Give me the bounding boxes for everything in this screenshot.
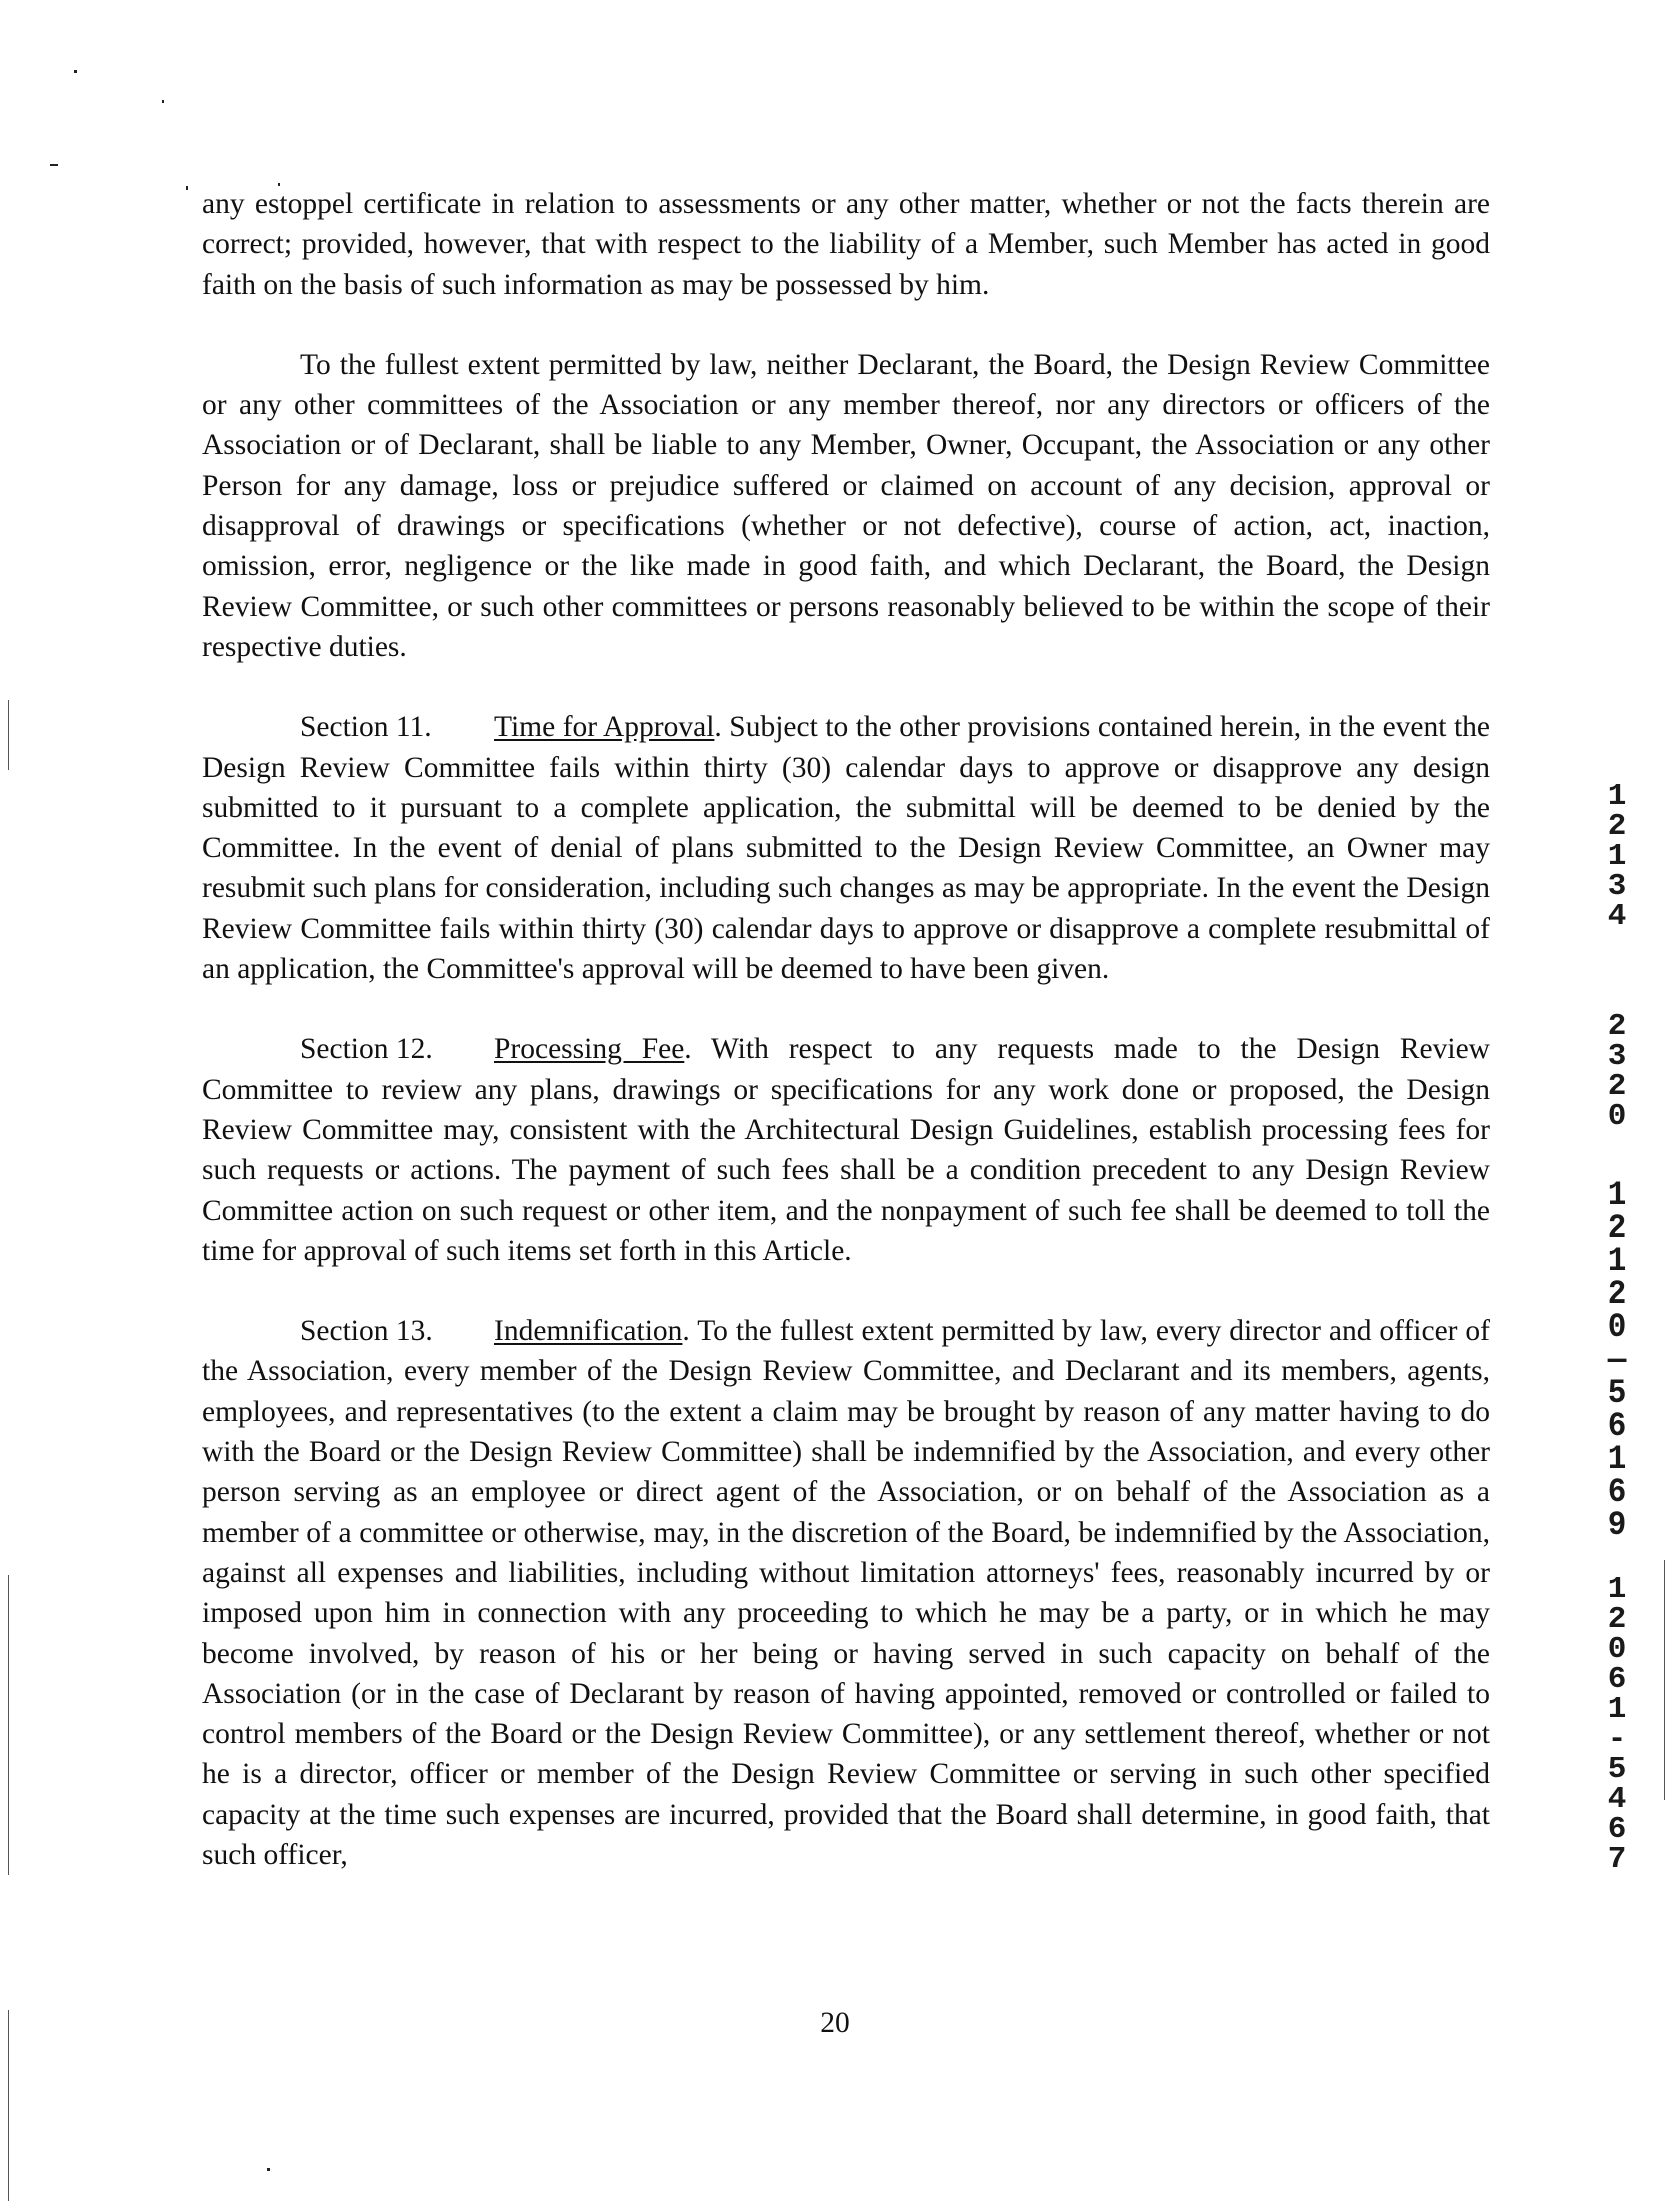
stamp-char: 2 bbox=[1607, 1275, 1627, 1315]
stamp-char: 1 bbox=[1607, 839, 1627, 874]
section-13-heading: Indemnification bbox=[494, 1315, 683, 1348]
section-11 bbox=[202, 707, 1490, 989]
stamp-char: 1 bbox=[1607, 1176, 1627, 1216]
stamp-char: 1 bbox=[1607, 1440, 1627, 1480]
section-12-heading: Processing Fee bbox=[494, 1033, 685, 1066]
margin-stamp-1 bbox=[1600, 779, 1634, 934]
stamp-char: 0 bbox=[1607, 1308, 1627, 1348]
section-12-number: Section 12. bbox=[300, 1033, 433, 1066]
scan-speck bbox=[278, 183, 280, 186]
stamp-char: 2 bbox=[1607, 809, 1627, 844]
margin-stamp-3 bbox=[1600, 1176, 1634, 1546]
section-11-text: . Subject to the other provisions contained herein, in the event the Design Review Committee fails within thirty (30) calendar days to approve or disapprove any design submitted to it pursuant to a complete application, the submittal will be deemed to be denied by the Committee. In the event of denial of plans submitted to the Design Review Committee, an Owner may resubmit such plans for consideration, including such changes as may be appropriate. In the event the Design Review Committee fails within thirty (30) calendar days to approve or disapprove a complete resubmittal of an application, the Committee's approval will be deemed to have been given. bbox=[202, 711, 1490, 986]
section-11-heading: Time for Approval bbox=[494, 711, 715, 744]
stamp-char: 6 bbox=[1607, 1812, 1627, 1847]
page-number: 20 bbox=[820, 2007, 850, 2039]
stamp-char: — bbox=[1607, 1341, 1627, 1381]
stamp-char: 7 bbox=[1607, 1842, 1627, 1877]
stamp-char: 2 bbox=[1607, 1009, 1627, 1044]
stamp-char: 2 bbox=[1607, 1602, 1627, 1637]
section-12 bbox=[202, 1029, 1490, 1271]
stamp-char: 6 bbox=[1607, 1662, 1627, 1697]
scan-speck bbox=[267, 2168, 270, 2171]
stamp-char: 0 bbox=[1607, 1632, 1627, 1667]
stamp-char: 5 bbox=[1607, 1374, 1627, 1414]
scan-edge-line bbox=[8, 2010, 9, 2201]
stamp-char: - bbox=[1607, 1722, 1627, 1757]
stamp-char: 9 bbox=[1607, 1506, 1627, 1546]
stamp-char: 0 bbox=[1607, 1099, 1627, 1134]
stamp-char: 4 bbox=[1607, 899, 1627, 934]
stamp-char: 6 bbox=[1607, 1407, 1627, 1447]
document-body bbox=[202, 184, 1490, 1875]
scan-edge-line bbox=[1664, 1560, 1665, 1800]
stamp-char: 3 bbox=[1607, 1039, 1627, 1074]
scan-speck bbox=[50, 164, 58, 166]
stamp-char: 1 bbox=[1607, 1692, 1627, 1727]
scan-edge-line bbox=[8, 700, 9, 770]
scan-speck bbox=[74, 70, 77, 73]
section-13 bbox=[202, 1311, 1490, 1875]
stamp-char: 3 bbox=[1607, 869, 1627, 904]
stamp-char: 2 bbox=[1607, 1209, 1627, 1249]
margin-stamp-4 bbox=[1600, 1572, 1634, 1877]
stamp-char: 1 bbox=[1607, 1242, 1627, 1282]
scan-speck bbox=[186, 186, 188, 190]
section-13-text: . To the fullest extent permitted by law, every director and officer of the Association, every member of the Design Review Committee, and Declarant and its members, agents, employees, and representatives (to the extent a claim may be brought by reason of any matter having to do with the Board or the Design Review Committee) shall be indemnified by the Association, and every other person serving as an employee or direct agent of the Association, or on behalf of the Association as a member of a committee or otherwise, may, in the discretion of the Board, be indemnified by the Association, against all expenses and liabilities, including without limitation attorneys' fees, reasonably incurred by or imposed upon him in connection with any proceeding to which he may be a party, or in which he may become involved, by reason of his or her being or having served in such capacity on behalf of the Association (or in the case of Declarant by reason of having appointed, removed or controlled or failed to control members of the Board or the Design Review Committee), or any settlement thereof, whether or not he is a director, officer or member of the Design Review Committee or serving in such other specified capacity at the time such expenses are incurred, provided that the Board shall determine, in good faith, that such officer, bbox=[202, 1315, 1490, 1871]
section-13-number: Section 13. bbox=[300, 1315, 433, 1348]
section-12-text: . With respect to any requests made to the Design Review Committee to review any plans, drawings or specifications for any work done or proposed, the Design Review Committee may, consistent with the Architectural Design Guidelines, establish processing fees for such requests or actions. The payment of such fees shall be a condition precedent to any Design Review Committee action on such request or other item, and the nonpayment of such fee shall be deemed to toll the time for approval of such items set forth in this Article. bbox=[202, 1033, 1490, 1267]
stamp-char: 1 bbox=[1607, 1572, 1627, 1607]
scan-speck bbox=[162, 100, 164, 103]
paragraph-continuation: any estoppel certificate in relation to assessments or any other matter, whether or not the facts therein are correct; provided, however, that with respect to the liability of a Member, such Member has acted in good faith on the basis of such information as may be possessed by him. bbox=[202, 188, 1490, 301]
section-11-number: Section 11. bbox=[300, 711, 432, 744]
stamp-char: 5 bbox=[1607, 1752, 1627, 1787]
margin-stamp-2 bbox=[1600, 1009, 1634, 1134]
stamp-char: 4 bbox=[1607, 1782, 1627, 1817]
stamp-char: 1 bbox=[1607, 779, 1627, 814]
stamp-char: 2 bbox=[1607, 1069, 1627, 1104]
paragraph-liability: To the fullest extent permitted by law, neither Declarant, the Board, the Design Review Committee or any other committees of the Association or any member thereof, nor any directors or officers of the Association or of Declarant, shall be liable to any Member, Owner, Occupant, the Association or any other Person for any damage, loss or prejudice suffered or claimed on account of any decision, approval or disapproval of drawings or specifications (whether or not defective), course of action, act, inaction, omission, error, negligence or the like made in good faith, and which Declarant, the Board, the Design Review Committee, or such other committees or persons reasonably believed to be within the scope of their respective duties. bbox=[202, 348, 1490, 663]
stamp-char: 6 bbox=[1607, 1473, 1627, 1513]
scan-edge-line bbox=[8, 1575, 9, 1875]
